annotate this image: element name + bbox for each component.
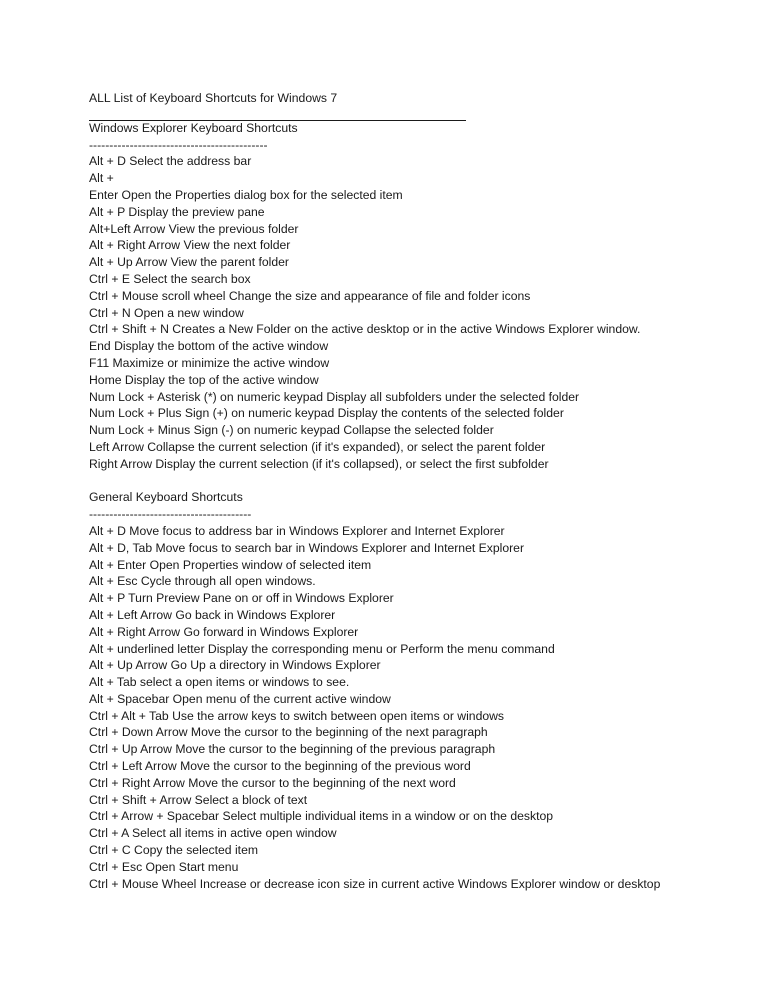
shortcut-item: Alt + bbox=[89, 171, 114, 186]
shortcut-item: Alt + P Turn Preview Pane on or off in Windows Explorer bbox=[89, 591, 394, 606]
shortcut-item: Ctrl + Esc Open Start menu bbox=[89, 859, 239, 874]
shortcut-item: Ctrl + Arrow + Spacebar Select multiple individual items in a window or on the desktop bbox=[89, 809, 554, 824]
section-spacer bbox=[89, 473, 749, 490]
shortcut-item: Alt + Right Arrow View the next folder bbox=[89, 238, 291, 253]
shortcut-item: Alt + underlined letter Display the corresponding menu or Perform the menu command bbox=[89, 641, 555, 656]
section-separator: ---------------------------------------- bbox=[89, 507, 252, 522]
shortcut-item: Ctrl + Up Arrow Move the cursor to the beginning of the previous paragraph bbox=[89, 742, 496, 757]
shortcut-item: Alt + Spacebar Open menu of the current active window bbox=[89, 691, 391, 706]
shortcut-item: Ctrl + Alt + Tab Use the arrow keys to switch between open items or windows bbox=[89, 708, 505, 723]
shortcut-item: Num Lock + Plus Sign (+) on numeric keypad Display the contents of the selected folder bbox=[89, 406, 564, 421]
shortcut-item: Alt + Tab select a open items or windows to see. bbox=[89, 675, 350, 690]
section-windows-explorer bbox=[89, 120, 749, 473]
shortcut-item: Enter Open the Properties dialog box for the selected item bbox=[89, 187, 403, 202]
shortcut-item: Alt + D Move focus to address bar in Windows Explorer and Internet Explorer bbox=[89, 523, 505, 538]
shortcut-item: Alt + D Select the address bar bbox=[89, 154, 252, 169]
shortcut-item: End Display the bottom of the active window bbox=[89, 339, 329, 354]
document-title: ALL List of Keyboard Shortcuts for Windows 7 bbox=[89, 91, 338, 105]
shortcut-item: Alt + Left Arrow Go back in Windows Explorer bbox=[89, 607, 336, 622]
shortcut-item: Ctrl + A Select all items in active open window bbox=[89, 826, 337, 841]
shortcut-list bbox=[89, 153, 749, 472]
shortcut-item: Home Display the top of the active window bbox=[89, 372, 319, 387]
shortcut-item: F11 Maximize or minimize the active window bbox=[89, 355, 330, 370]
shortcut-item: Alt + D, Tab Move focus to search bar in Windows Explorer and Internet Explorer bbox=[89, 540, 525, 555]
shortcut-item: Ctrl + E Select the search box bbox=[89, 271, 251, 286]
shortcut-item: Alt + Up Arrow Go Up a directory in Windows Explorer bbox=[89, 658, 381, 673]
document-page bbox=[89, 90, 749, 892]
shortcut-item: Alt + Enter Open Properties window of selected item bbox=[89, 557, 372, 572]
shortcut-item: Alt + Right Arrow Go forward in Windows Explorer bbox=[89, 624, 359, 639]
shortcut-item: Ctrl + Shift + N Creates a New Folder on the active desktop or in the active Windows Explorer window. bbox=[89, 322, 641, 337]
section-separator: -------------------------------------------- bbox=[89, 137, 268, 152]
shortcut-item: Ctrl + N Open a new window bbox=[89, 305, 244, 320]
shortcut-item: Ctrl + Mouse Wheel Increase or decrease icon size in current active Windows Explorer window or desktop bbox=[89, 876, 661, 891]
shortcut-item: Right Arrow Display the current selection (if it's collapsed), or select the first subfolder bbox=[89, 456, 549, 471]
shortcut-item: Left Arrow Collapse the current selection (if it's expanded), or select the parent folder bbox=[89, 439, 546, 454]
shortcut-list bbox=[89, 523, 749, 893]
shortcut-item: Num Lock + Minus Sign (-) on numeric keypad Collapse the selected folder bbox=[89, 423, 494, 438]
shortcut-item: Ctrl + Right Arrow Move the cursor to the beginning of the next word bbox=[89, 775, 456, 790]
shortcut-item: Ctrl + Shift + Arrow Select a block of text bbox=[89, 792, 308, 807]
section-general bbox=[89, 489, 749, 892]
shortcut-item: Num Lock + Asterisk (*) on numeric keypad Display all subfolders under the selected folder bbox=[89, 389, 580, 404]
shortcut-item: Ctrl + Mouse scroll wheel Change the size and appearance of file and folder icons bbox=[89, 288, 531, 303]
section-heading: Windows Explorer Keyboard Shortcuts bbox=[89, 120, 298, 135]
shortcut-item: Alt+Left Arrow View the previous folder bbox=[89, 221, 299, 236]
shortcut-item: Ctrl + Left Arrow Move the cursor to the beginning of the previous word bbox=[89, 759, 471, 774]
shortcut-item: Alt + Up Arrow View the parent folder bbox=[89, 255, 289, 270]
shortcut-item: Ctrl + C Copy the selected item bbox=[89, 843, 259, 858]
shortcut-item: Ctrl + Down Arrow Move the cursor to the beginning of the next paragraph bbox=[89, 725, 488, 740]
shortcut-item: Alt + P Display the preview pane bbox=[89, 204, 265, 219]
section-heading: General Keyboard Shortcuts bbox=[89, 490, 243, 505]
shortcut-item: Alt + Esc Cycle through all open windows. bbox=[89, 574, 316, 589]
